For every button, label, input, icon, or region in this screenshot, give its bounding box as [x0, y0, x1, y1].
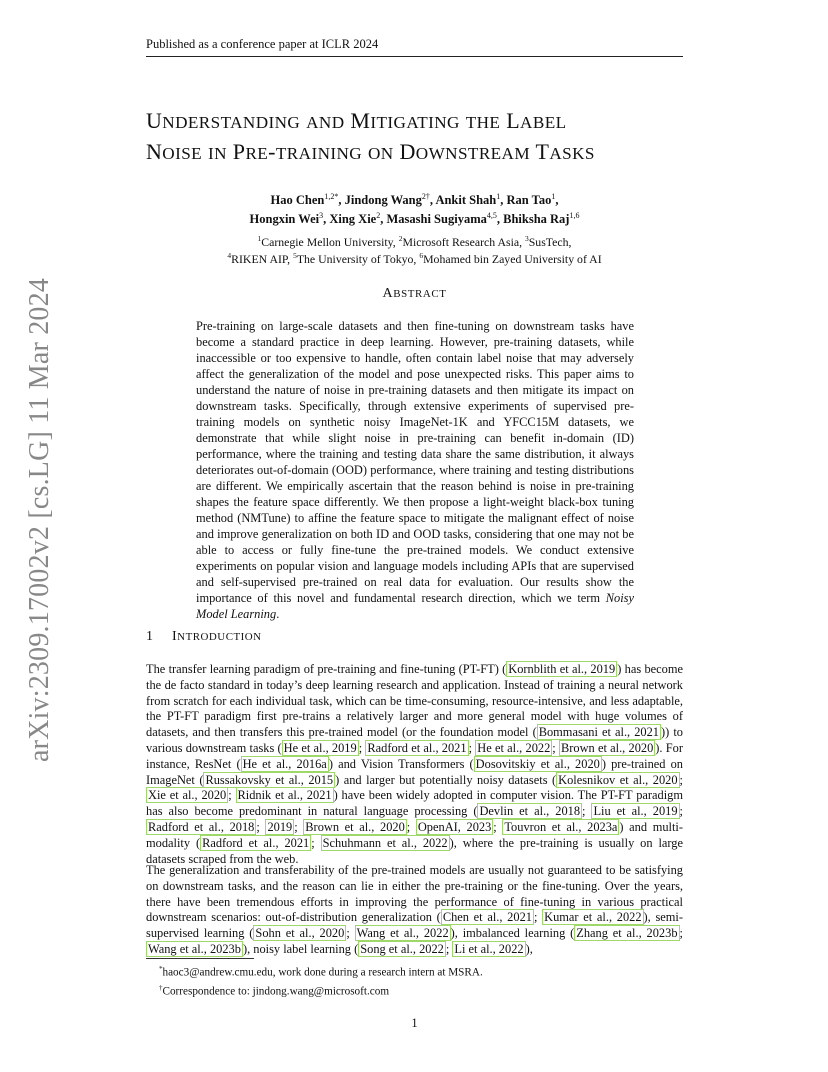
intro-paragraph-1: The transfer learning paradigm of pre-training and fine-tuning (PT-FT) ( Kornblith et al., 2019 ) has become the de facto standard in today’s deep learning research and application. Instead of training a neural network from scratch for each individual task, which can be time-consuming, resource-intensive, and less adaptable, the PT-FT paradigm first pre-trains a relatively larger and more general model with huge volumes of datasets, and then transfers this pre-trained model (or the foundation model ( Bommasani et al., 2021 )) to various downstream tasks ( He et al., 2019 ; Radford et al., 2021 ; He et al., 2022 ; Brown et al., 2020 ). For instance, ResNet ( He et al., 2016a ) and Vision Transformers ( Dosovitskiy et al., 2020 ) pre-trained on ImageNet ( Russakovsky et al., 2015 ) and larger but potentially noisy datasets ( Kolesnikov et al., 2020 ; Xie et al., 2020 ; Ridnik et al., 2021 ) have been widely adopted in computer vision. The PT-FT paradigm has also become predominant in natural language processing ( Devlin et al., 2018 ; Liu et al., 2019 ; Radford et al., 2018 ; 2019 ; Brown et al., 2020 ; OpenAI, 2023 ; Touvron et al., 2023a ) and multi-modality ( Radford et al., 2021 ; Schuhmann et al., 2022 ), where the pre-training is usually on large datasets scraped from the web.: [146, 662, 684, 866]
paper-title: [146, 106, 746, 168]
section-heading-introduction: [146, 629, 683, 645]
author-name: Bhiksha Raj: [503, 212, 570, 227]
affiliation-mark: 2: [398, 234, 403, 243]
author-affiliation-mark: 1,6: [569, 211, 580, 221]
author-name: Masashi Sugiyama: [386, 212, 487, 227]
author-line-1: Hao Chen$^{1,2*}$, Jindong Wang$^{2\dagger}$, Ankit Shah$^1$, Ran Tao$^1$,: [270, 192, 559, 208]
citation-link[interactable]: Dosovitskiy et al., 2020: [475, 756, 600, 771]
arxiv-identifier-stamp: arXiv:2309.17002v2 [cs.LG] 11 Mar 2024: [24, 277, 55, 762]
author-name: Ankit Shah: [435, 193, 497, 208]
citation-link[interactable]: Sohn et al., 2020: [255, 926, 345, 941]
author-affiliation-mark: 1: [551, 192, 556, 201]
citation-link[interactable]: Ridnik et al., 2021: [237, 788, 332, 803]
citation-link[interactable]: Liu et al., 2019: [593, 804, 678, 819]
abstract-text: Pre-training on large-scale datasets and then fine-tuning on downstream tasks have become a standard practice in deep learning. However, pre-training datasets, while inaccessible or too expensive to handle, often contain label noise that may adversely affect the generalization of the model and pose unexpected risks. This paper aims to understand the nature of noise in pre-training datasets and then mitigate its impact on downstream tasks. Specifically, through extensive experiments of supervised pre-training models on synthetic noisy ImageNet-1K and YFCC15M datasets, we demonstrate that while slight noise in pre-training can benefit in-domain (ID) performance, where the training and testing data share the same distribution, it always deteriorates out-of-domain (OOD) performance, where training and testing distributions are different. We empirically ascertain that the reason behind is noise in pre-training shapes the feature space differently. We then propose a light-weight black-box tuning method (NMTune) to affine the feature space to mitigate the malignant effect of noise and improve generalization on both ID and OOD tasks, considering that one may not be able to access or fully fine-tune the pre-trained models. We conduct extensive experiments on popular vision and language models including APIs that are supervised and self-supervised pre-trained on real data for evaluation. Our results show the importance of this novel and fundamental research direction, which we term: [196, 319, 634, 605]
affiliations: [146, 232, 683, 267]
citation-link[interactable]: Brown et al., 2020: [560, 740, 654, 755]
affiliation-name: Carnegie Mellon University,: [261, 234, 399, 249]
citation-link[interactable]: Russakovsky et al., 2015: [205, 772, 334, 787]
intro-paragraph-2: The generalization and transferability of the pre-trained models are usually not guaranteed to be satisfying on downstream tasks, and the reason can lie in either the pre-training or the fine-tuning. Over the years, there have been tremendous efforts in improving the performance of fine-tuning in various practical downstream scenarios: out-of-distribution generalization ( Chen et al., 2021 ; Kumar et al., 2022 ), semi-supervised learning ( Sohn et al., 2020 ; Wang et al., 2022 ), imbalanced learning ( Zhang et al., 2023b ; Wang et al., 2023b ), noisy label learning ( Song et al., 2022 ; Li et al., 2022 ),: [146, 863, 683, 956]
page-number: 1: [411, 1016, 418, 1030]
affiliation-mark: 1: [257, 234, 262, 243]
citation-link[interactable]: Touvron et al., 2023a: [504, 819, 618, 834]
citation-link[interactable]: He et al., 2016a: [242, 756, 327, 771]
footnote-2-text: Correspondence to: jindong.wang@microsoft.com: [162, 985, 390, 998]
author-affiliation-mark: 3: [319, 211, 324, 221]
footnotes: [159, 962, 679, 999]
affiliation-mark: 5: [293, 251, 297, 261]
abstract-emphasis: Noisy Model Learning: [196, 591, 634, 621]
citation-link[interactable]: Radford et al., 2021: [202, 835, 310, 850]
affiliation-line-1: [146, 232, 683, 249]
citation-link[interactable]: Chen et al., 2021: [442, 910, 532, 925]
citation-link[interactable]: Kumar et al., 2022: [544, 910, 642, 925]
abstract-heading: ABSTRACT: [382, 286, 447, 301]
section-number: 1: [146, 629, 154, 644]
citation-link[interactable]: Devlin et al., 2018: [479, 804, 581, 819]
citation-link[interactable]: Schuhmann et al., 2022: [322, 835, 448, 850]
abstract-body: [196, 318, 634, 622]
running-header: Published as a conference paper at ICLR 2024: [146, 37, 683, 57]
author-affiliation-mark: 4,5: [486, 211, 497, 221]
affiliation-name: RIKEN AIP,: [231, 252, 294, 267]
abstract-end: .: [276, 607, 280, 621]
citation-link[interactable]: Wang et al., 2022: [356, 926, 449, 941]
citation-link[interactable]: OpenAI, 2023: [417, 819, 492, 834]
affiliation-name: The University of Tokyo,: [296, 252, 420, 267]
affiliation-name: Mohamed bin Zayed University of AI: [423, 252, 602, 267]
citation-link[interactable]: Kolesnikov et al., 2020: [558, 772, 678, 787]
author-name: Xing Xie: [329, 212, 377, 227]
author-affiliation-mark: 1,2*: [324, 192, 339, 201]
citation-link[interactable]: Radford et al., 2018: [148, 819, 255, 834]
author-name: Jindong Wang: [344, 193, 422, 208]
citation-link[interactable]: Bommasani et al., 2021: [538, 725, 660, 740]
author-affiliation-mark: 2†: [421, 192, 430, 201]
author-affiliation-mark: 2: [376, 211, 381, 221]
title-line-1: UNDERSTANDING AND MITIGATING THE LABEL: [146, 108, 567, 133]
author-affiliation-mark: 1: [496, 192, 501, 201]
footnote-2-mark: †: [159, 983, 163, 992]
citation-link[interactable]: Brown et al., 2020: [305, 819, 405, 834]
footnote-1: [159, 962, 679, 981]
affiliation-mark: 6: [419, 251, 424, 261]
citation-link[interactable]: He et al., 2022: [477, 740, 551, 755]
citation-link[interactable]: Wang et al., 2023b: [148, 941, 241, 956]
title-line-2: NOISE IN PRE-TRAINING ON DOWNSTREAM TASKS: [146, 139, 595, 164]
affiliation-mark: 3: [525, 234, 529, 243]
citation-link[interactable]: Song et al., 2022: [360, 941, 444, 956]
author-list: [146, 189, 683, 227]
footnote-1-mark: *: [159, 965, 163, 973]
affiliation-name: SusTech,: [528, 234, 572, 249]
author-name: Hongxin Wei: [249, 212, 320, 227]
citation-link[interactable]: Li et al., 2022: [454, 941, 524, 956]
footnote-2: [159, 981, 679, 1000]
author-name: Hao Chen: [270, 193, 325, 208]
affiliation-line-2: [146, 249, 683, 266]
affiliation-name: Microsoft Research Asia,: [402, 234, 525, 249]
citation-link[interactable]: He et al., 2019: [283, 740, 357, 755]
author-line-2: Hongxin Wei$^3$, Xing Xie$^2$, Masashi Sugiyama$^{4,5}$, Bhiksha Raj$^{1,6}$: [249, 211, 580, 227]
affiliation-mark: 4: [227, 251, 232, 261]
citation-link[interactable]: 2019: [267, 819, 293, 834]
author-name: Ran Tao: [506, 193, 552, 208]
citation-link[interactable]: Zhang et al., 2023b: [576, 926, 678, 941]
citation-link[interactable]: Kornblith et al., 2019: [508, 662, 616, 676]
footnote-rule: [146, 958, 254, 959]
citation-link[interactable]: Xie et al., 2020: [148, 788, 227, 803]
footnote-1-text: haoc3@andrew.cmu.edu, work done during a research intern at MSRA.: [162, 966, 483, 979]
citation-link[interactable]: Radford et al., 2021: [367, 740, 467, 755]
section-title: INTRODUCTION: [172, 629, 262, 644]
